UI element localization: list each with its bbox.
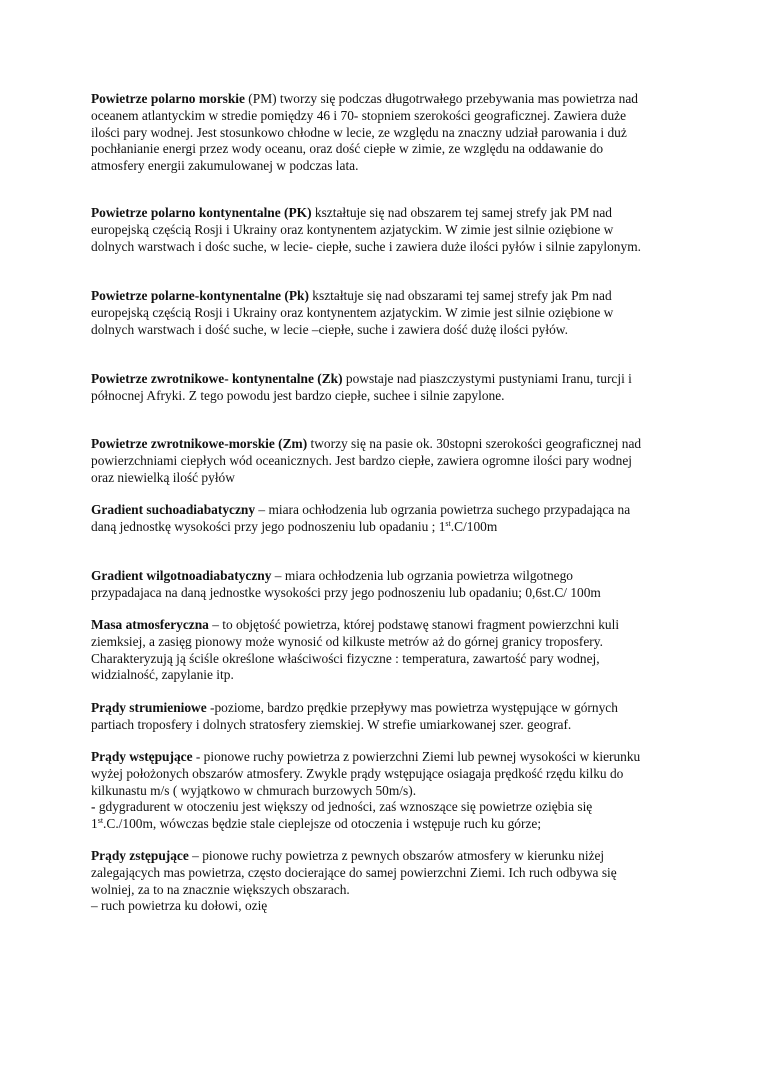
paragraph-text: ziemksiej, a zasięg pionowy może wynosić od kilkuste metrów aż do górnej granicy troposfery. <box>91 633 603 649</box>
paragraph-text: - pionowe ruchy powietrza z powierzchni Ziemi lub pewnej wysokości w kierunku <box>192 749 641 764</box>
paragraph-text: europejską częścią Rosji i Ukrainy oraz kontynentem azjatyckim. W zimie jest silnie oziębione w <box>91 304 614 320</box>
term-heading: Powietrze polarne-kontynentalne (Pk) <box>91 288 309 303</box>
paragraph-text: oraz niewielką ilość pyłów <box>91 469 235 485</box>
paragraph-text: – pionowe ruchy powietrza z pewnych obszarów atmosfery w kierunku niżej <box>188 848 605 863</box>
paragraph-text: przypadajaca na daną jednostke wysokości przy jego podnoszeniu lub opadaniu; 0,6st.C/ 100m <box>91 584 601 600</box>
term-heading: Prądy zstępujące <box>91 848 189 863</box>
paragraph-text: wolniej, za to na znacznie większych obszarach. <box>91 881 350 897</box>
paragraph-text: (PM) tworzy się podczas długotrwałego przebywania mas powietrza nad <box>244 91 638 106</box>
paragraph-text: – miara ochłodzenia lub ogrzania powietrza suchego przypadająca na <box>255 502 631 517</box>
term-heading: Powietrze zwrotnikowe-morskie (Zm) <box>91 436 308 451</box>
paragraph-text: atmosfery energii zakumulowanej w podczas lata. <box>91 158 359 174</box>
paragraph-text: dolnych warstwach i dośc suche, w lecie- ciepłe, suche i zawiera duże ilości pyłów i silnie zapylonym. <box>91 238 641 254</box>
paragraph-text: zalegających mas powietrza, często docierające do samej powierzchni Ziemi. Ich ruch odbywa się <box>91 864 617 880</box>
paragraph-masa-atmosferyczna <box>91 617 691 684</box>
paragraph-text: pochłanianie energi przez wody oceanu, oraz dość ciepłe w zimie, ze względu na oddawanie do <box>91 141 604 157</box>
paragraph-text: dolnych warstwach i dość suche, w lecie –ciepłe, suche i zawiera dość dużę ilości pyłów. <box>91 321 568 337</box>
paragraph-text: .C./100m, wówczas będzie stale cieplejsze od otoczenia i wstępuje ruch ku górze; <box>103 816 542 832</box>
paragraph-text: europejską częścią Rosji i Ukrainy oraz kontynentem azjatyckim. W zimie jest silnie oziębione w <box>91 221 614 237</box>
term-heading: Prądy strumieniowe <box>91 700 207 715</box>
paragraph-text: partiach troposfery i dolnych stratosfery ziemskiej. W strefie umiarkowanej szer. geograf. <box>91 716 572 732</box>
superscript: st <box>445 518 451 528</box>
term-heading: Powietrze zwrotnikowe- kontynentalne (Zk) <box>91 371 343 386</box>
term-heading: Prądy wstępujące <box>91 749 193 764</box>
term-heading: Powietrze polarno morskie <box>91 91 245 106</box>
paragraph-text: kształtuje się nad obszarami tej samej strefy jak Pm nad <box>308 288 612 303</box>
paragraph-text: powierzchniami ciepłych wód oceanicznych. Jest bardzo ciepłe, zawiera ogromne ilości pary wodnej <box>91 452 632 468</box>
paragraph-text: kształtuje się nad obszarem tej samej strefy jak PM nad <box>311 205 613 220</box>
paragraph-text: – miara ochłodzenia lub ogrzania powietrza wilgotnego <box>271 568 573 583</box>
term-heading: Gradient wilgotnoadiabatyczny <box>91 568 272 583</box>
paragraph-text: wyżej położonych obszarów atmosfery. Zwykle prądy wstępujące osiagaja prędkość rzędu kilku do <box>91 765 624 781</box>
paragraph-powietrze-polarne-kontynentalne <box>91 288 691 338</box>
paragraph-text: Charakteryzują ją ściśle określone właściwości fizyczne : temperatura, zawartość pary wodnej, <box>91 650 600 666</box>
paragraph-powietrze-polarno-morskie <box>91 91 691 175</box>
paragraph-powietrze-polarno-kontynentalne <box>91 205 691 255</box>
term-heading: Masa atmosferyczna <box>91 617 209 632</box>
term-heading: Gradient suchoadiabatyczny <box>91 502 256 517</box>
paragraph-text: oceanem atlantyckim w stredie pomiędzy 46 i 70- stopniem szerokości geograficznej. Zawiera duże <box>91 107 627 123</box>
paragraph-powietrze-zwrotnikowe-kontynentalne <box>91 371 691 405</box>
paragraph-text: gdygradurent w otoczeniu jest większy od jedności, zaś wznoszące się powietrze oziębia się <box>95 799 593 815</box>
paragraph-text: powstaje nad piaszczystymi pustyniami Iranu, turcji i <box>342 371 632 386</box>
paragraph-text: ilości pary wodnej. Jest stosunkowo chłodne w lecie, ze względu na znaczny udział parowania i duż <box>91 124 627 140</box>
paragraph-gradient-wilgotnoadiabatyczny <box>91 568 691 602</box>
paragraph-text: .C/100m <box>450 518 498 534</box>
paragraph-text: – ruch powietrza ku dołowi, ozię <box>91 898 268 914</box>
paragraph-text: daną jednostkę wysokości przy jego podnoszeniu lub opadaniu ; 1 <box>91 518 446 534</box>
paragraph-text: – to objętość powietrza, której podstawę stanowi fragment powierzchni kuli <box>208 617 620 632</box>
paragraph-prady-wstepujace <box>91 749 691 833</box>
paragraph-text: północnej Afryki. Z tego powodu jest bardzo ciepłe, suchee i silnie zapylone. <box>91 387 505 403</box>
paragraph-text: tworzy się na pasie ok. 30stopni szerokości geograficznej nad <box>307 436 642 451</box>
paragraph-prady-zstepujace <box>91 848 691 915</box>
paragraph-text: widzialność, zapylanie itp. <box>91 667 234 683</box>
bullet-dash: - <box>91 799 96 815</box>
paragraph-prady-strumieniowe <box>91 700 691 734</box>
superscript: st <box>97 816 104 826</box>
term-heading: Powietrze polarno kontynentalne (PK) <box>91 205 312 220</box>
paragraph-text: -poziome, bardzo prędkie przepływy mas powietrza występujące w górnych <box>206 700 618 715</box>
paragraph-powietrze-zwrotnikowe-morskie <box>91 436 691 486</box>
paragraph-text: kilkunastu m/s ( wyjątkowo w chmurach burzowych 50m/s). <box>91 782 417 798</box>
paragraph-gradient-suchoadiabatyczny <box>91 502 691 536</box>
paragraph-text: 1 <box>91 816 98 832</box>
